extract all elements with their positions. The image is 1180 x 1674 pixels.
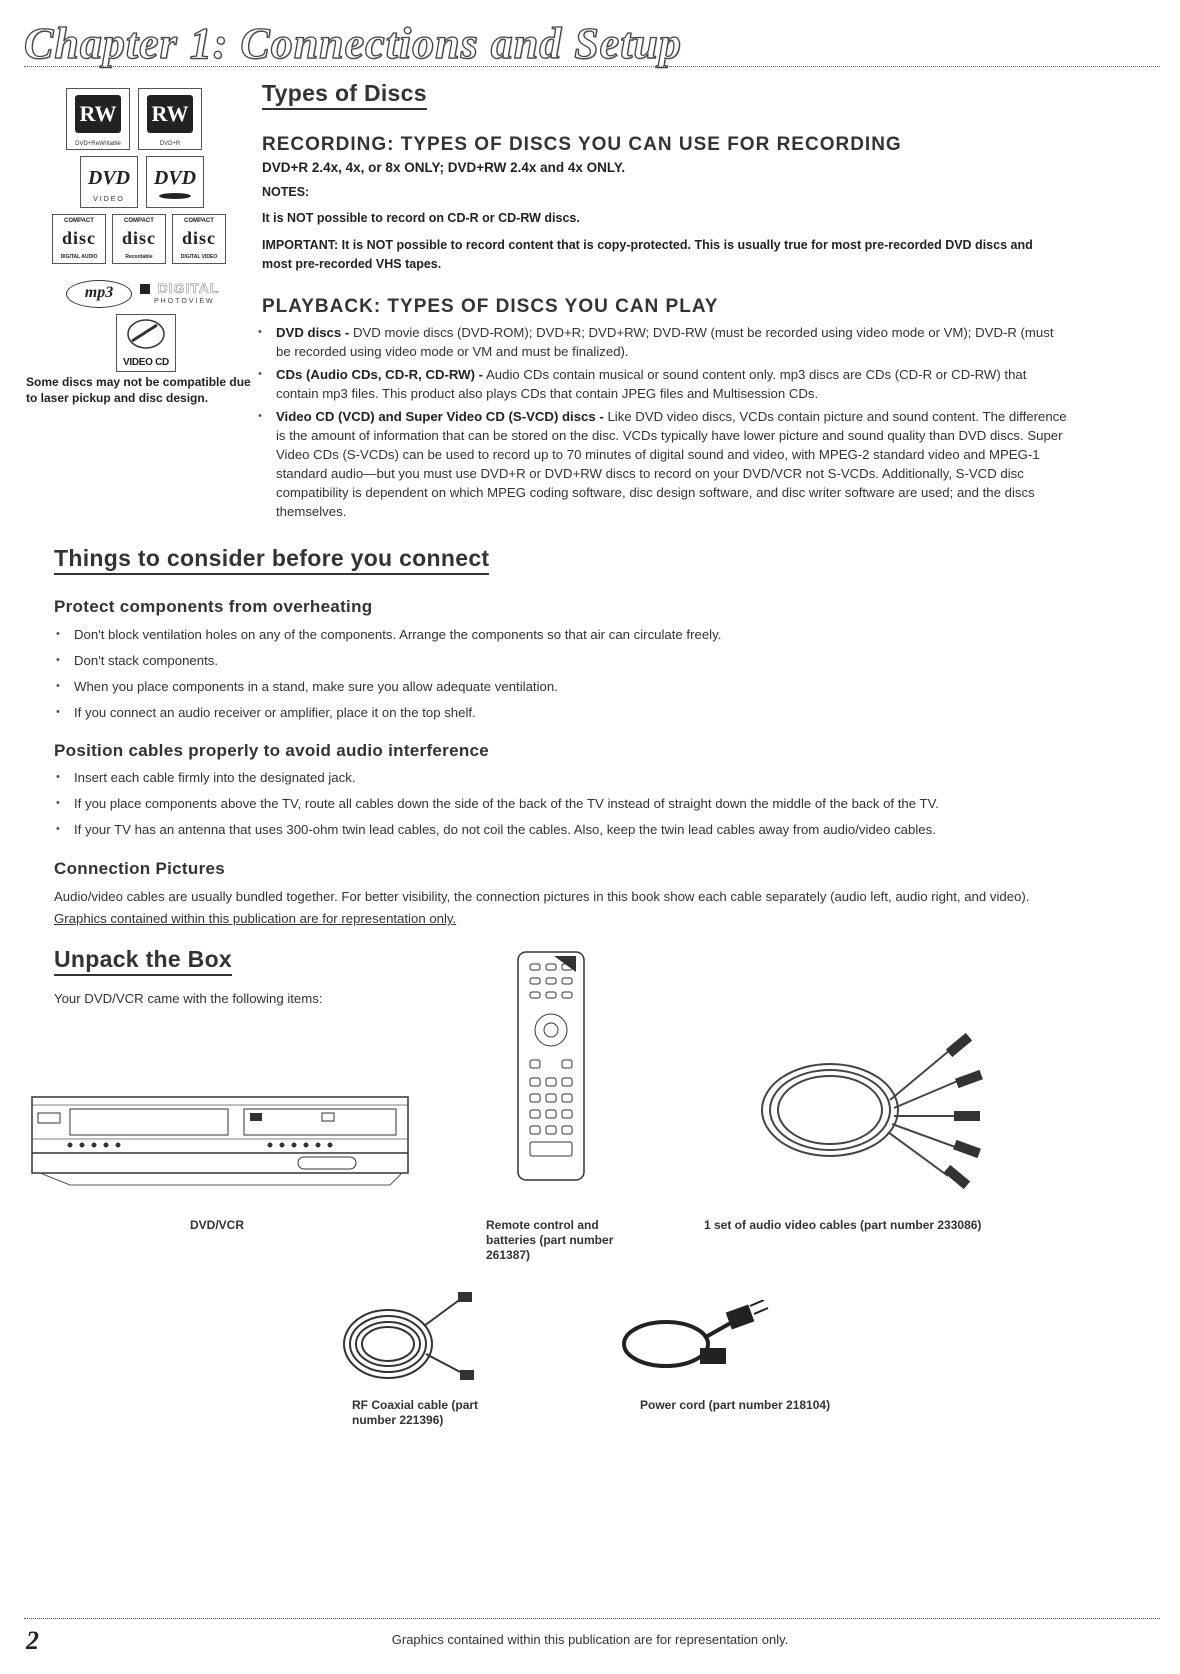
rw-glyph: RW	[75, 95, 121, 133]
item-text: Like DVD video discs, VCDs contain picture and sound content. The difference is the amount of information that can be stored on the disc. VCDs typically have lower picture and sound quality than DVD discs. Super Video CDs (S-VCDs) can be used to record up to 70 minutes of digital sound and video, with MPEG-2 standard video and MPEG-1 standard audio—but you must use DVD+R or DVD+RW discs to record on your DVD/VCR not S-VCDs. Additionally, S-VCD disc compatibility is dependent on which MPEG coding software, disc design software, and disc writer software are used; and the discs themselves.	[276, 409, 1067, 519]
list-item	[256, 323, 1068, 361]
list-item: • If you place components above the TV, route all cables down the side of the back of the TV instead of straight down the middle of the back of the TV.	[54, 794, 1134, 813]
remote-control-caption: Remote control and batteries (part number 261387)	[486, 1218, 614, 1262]
position-heading: Position cables properly to avoid audio interference	[54, 741, 490, 760]
dvd-plus-r-logo	[138, 88, 202, 150]
remote-control-icon	[514, 950, 588, 1182]
logo-text: COMPACT	[64, 218, 94, 224]
item-lead: DVD discs -	[276, 325, 350, 340]
protect-list	[54, 625, 1134, 722]
logo-caption: DVD+ReWritable	[75, 141, 121, 147]
mp3-logo	[66, 280, 132, 308]
logo-caption: DIGITAL AUDIO	[60, 254, 98, 260]
playback-list	[256, 323, 1068, 521]
remote-control-image	[514, 950, 588, 1182]
logo-caption: Recordable	[125, 254, 153, 260]
footer-text: Graphics contained within this publication are for representation only.	[391, 1632, 789, 1647]
representation-note: Graphics contained within this publication are for representation only.	[54, 911, 457, 926]
rf-coax-icon	[330, 1290, 490, 1390]
note-2: IMPORTANT: It is NOT possible to record content that is copy-protected. This is usually true for most pre-recorded DVD discs and most pre-recorded VHS tapes.	[262, 238, 1033, 271]
dvd-video-logo	[80, 156, 138, 208]
digital-photoview-logo	[140, 280, 219, 305]
disc-swoosh-icon	[159, 193, 191, 199]
logo-caption: PHOTOVIEW	[154, 298, 215, 305]
rf-coax-image	[330, 1290, 490, 1390]
mp3-glyph: mp3	[84, 284, 114, 301]
page-number: 2	[26, 1626, 39, 1655]
power-cord-icon	[616, 1300, 776, 1380]
disc-glyph: disc	[61, 228, 96, 248]
footer-rule	[24, 1618, 1160, 1619]
list-item: • When you place components in a stand, make sure you allow adequate ventilation.	[54, 677, 1134, 696]
logo-caption: DIGITAL VIDEO	[180, 254, 218, 260]
photo-icon	[140, 284, 150, 294]
unpack-heading: Unpack the Box	[54, 946, 232, 976]
cd-digital-audio-logo	[52, 214, 106, 264]
logo-caption: VIDEO CD	[123, 357, 169, 368]
notes-label: NOTES:	[262, 185, 310, 199]
disc-icon	[117, 315, 175, 353]
cd-recordable-logo	[112, 214, 166, 264]
recording-subheading: DVD+R 2.4x, 4x, or 8x ONLY; DVD+RW 2.4x and 4x ONLY.	[262, 160, 626, 175]
chapter-title: Chapter 1: Connections and Setup	[24, 19, 682, 68]
list-item: • Don't block ventilation holes on any of the components. Arrange the components so that air can circulate freely.	[54, 625, 1134, 644]
av-cables-caption: 1 set of audio video cables (part number 233086)	[704, 1218, 982, 1232]
video-cd-logo	[116, 314, 176, 372]
item-lead: Video CD (VCD) and Super Video CD (S-VCD) discs -	[276, 409, 604, 424]
disc-glyph: disc	[121, 228, 156, 248]
logo-text: DIGITAL	[157, 280, 220, 296]
list-item: • If you connect an audio receiver or amplifier, place it on the top shelf.	[54, 703, 1134, 722]
dvd-vcr-icon	[30, 1095, 410, 1205]
position-list	[54, 768, 1134, 839]
dvd-plus-rw-logo	[66, 88, 130, 150]
rf-coax-caption: RF Coaxial cable (part number 221396)	[352, 1398, 479, 1427]
dvd-vcr-image	[30, 1095, 410, 1205]
logo-text: COMPACT	[124, 218, 154, 224]
logo-caption: VIDEO	[93, 196, 125, 203]
dvd-glyph: DVD	[87, 167, 131, 189]
list-item	[256, 407, 1068, 521]
rw-glyph: RW	[147, 95, 193, 133]
list-item: • Don't stack components.	[54, 651, 1134, 670]
logo-caption: DVD+R	[159, 141, 181, 147]
disc-glyph: disc	[181, 228, 216, 248]
types-of-discs-heading: Types of Discs	[262, 80, 427, 110]
item-lead: CDs (Audio CDs, CD-R, CD-RW) -	[276, 367, 484, 382]
things-heading: Things to consider before you connect	[54, 545, 489, 575]
playback-heading: PLAYBACK: TYPES OF DISCS YOU CAN PLAY	[262, 296, 719, 317]
power-cord-caption: Power cord (part number 218104)	[640, 1398, 831, 1412]
list-item: • Insert each cable firmly into the designated jack.	[54, 768, 1134, 787]
dvd-glyph: DVD	[153, 167, 197, 189]
chapter-rule	[24, 66, 1160, 67]
dvd-vcr-caption: DVD/VCR	[190, 1218, 245, 1232]
power-cord-image	[616, 1300, 776, 1380]
note-1: It is NOT possible to record on CD-R or CD-RW discs.	[262, 211, 580, 225]
logo-text: COMPACT	[184, 218, 214, 224]
av-cables-image	[750, 1020, 1000, 1200]
recording-heading: RECORDING: TYPES OF DISCS YOU CAN USE FOR RECORDING	[262, 134, 902, 155]
av-cables-icon	[750, 1020, 1000, 1200]
protect-heading: Protect components from overheating	[54, 597, 373, 616]
connection-pictures-text: Audio/video cables are usually bundled together. For better visibility, the connection pictures in this book show each cable separately (audio left, audio right, and video).	[54, 889, 1030, 904]
unpack-intro: Your DVD/VCR came with the following items:	[54, 991, 323, 1006]
connection-pictures-heading: Connection Pictures	[54, 859, 226, 878]
sidebar-note: Some discs may not be compatible due to laser pickup and disc design.	[26, 375, 251, 405]
list-item: • If your TV has an antenna that uses 300-ohm twin lead cables, do not coil the cables. Also, keep the twin lead cables away from audio/video cables.	[54, 820, 1134, 839]
dvd-logo	[146, 156, 204, 208]
item-text: DVD movie discs (DVD-ROM); DVD+R; DVD+RW; DVD-RW (must be recorded using video mode or VM); DVD-R (must be recorded using video mode or VM and must be finalized).	[276, 325, 1054, 359]
list-item	[256, 365, 1068, 403]
item-text: Audio CDs contain musical or sound content only. mp3 discs are CDs (CD-R or CD-RW) that contain mp3 files. This product also plays CDs that contain JPEG files and Multisession CDs.	[276, 367, 1027, 401]
cd-rewritable-logo	[172, 214, 226, 264]
